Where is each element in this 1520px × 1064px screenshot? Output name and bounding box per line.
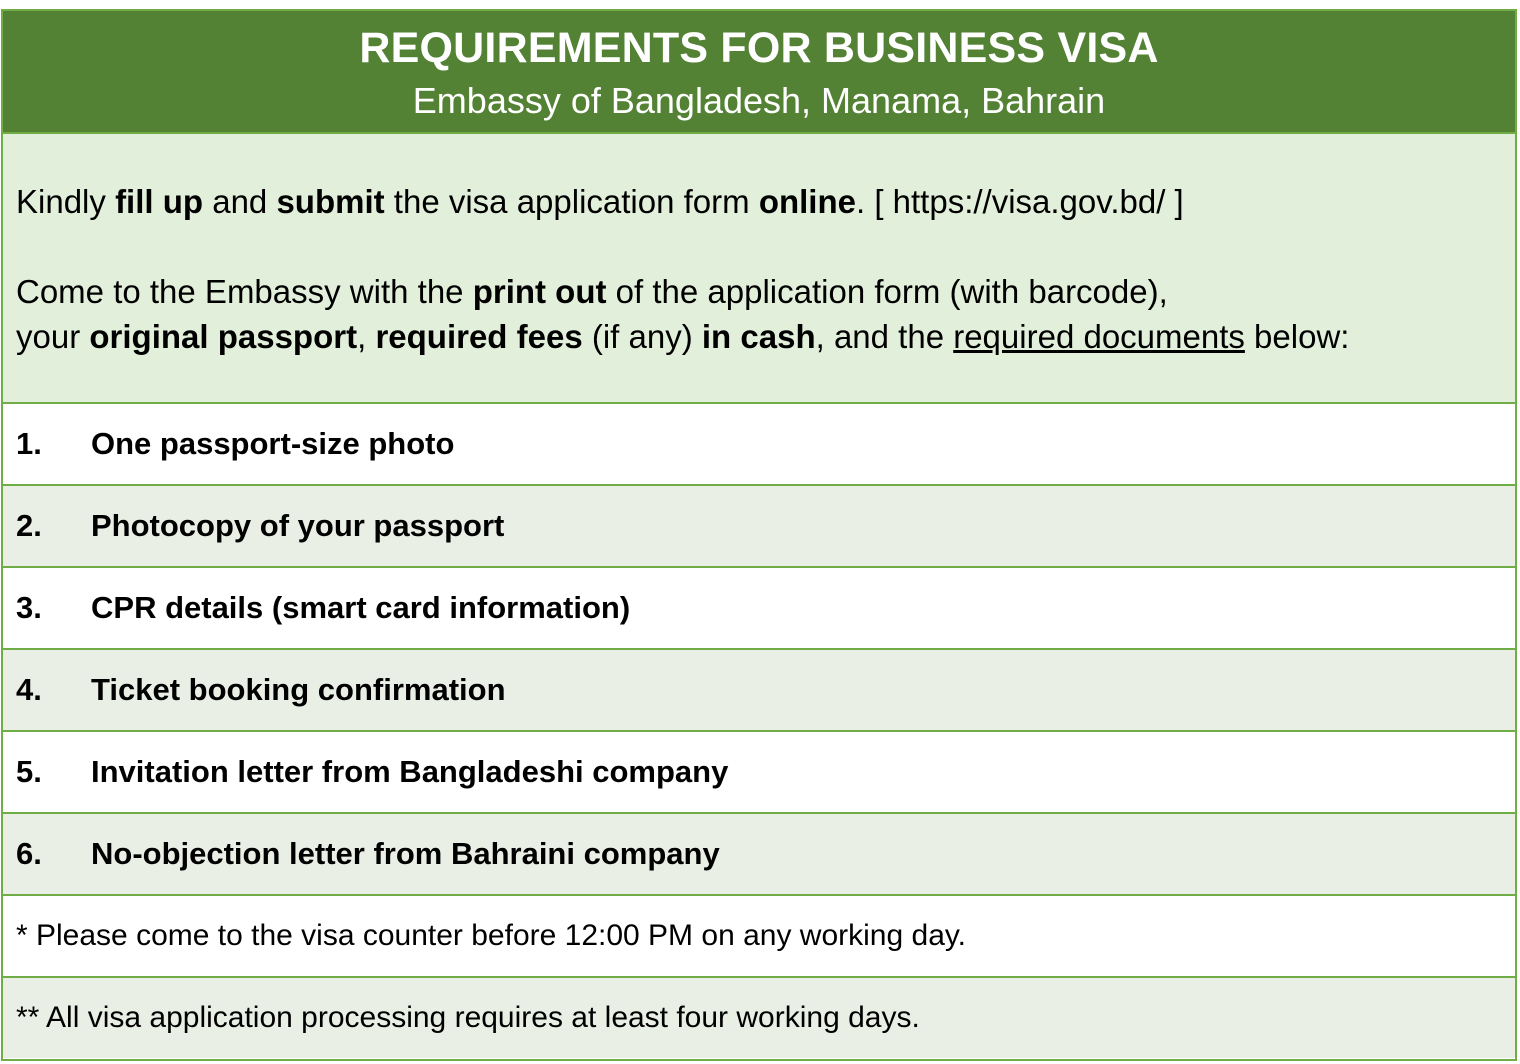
requirement-row <box>3 404 1515 486</box>
intro-emphasis: original passport <box>89 318 358 355</box>
intro-emphasis: submit <box>276 183 385 220</box>
note-counter-hours <box>3 896 1515 978</box>
intro-text: Come to the Embassy with the <box>16 273 473 310</box>
page-title: REQUIREMENTS FOR BUSINESS VISA <box>359 24 1159 72</box>
requirement-text: Invitation letter from Bangladeshi company <box>91 754 729 789</box>
intro-text: of the application form (with barcode), <box>606 273 1168 310</box>
requirement-row <box>3 814 1515 896</box>
required-documents-underlined: required documents <box>953 318 1245 355</box>
intro-emphasis: fill up <box>115 183 204 220</box>
visa-requirements-sheet <box>1 9 1517 1061</box>
intro-text: your <box>16 318 90 355</box>
intro-line-online-form <box>16 182 1184 222</box>
intro-emphasis: online <box>758 183 856 220</box>
requirement-text: Photocopy of your passport <box>91 508 505 543</box>
visa-website-text: . [ https://visa.gov.bd/ ] <box>855 183 1184 220</box>
requirement-row <box>3 650 1515 732</box>
intro-text: and <box>203 183 277 220</box>
note-text: * Please come to the visa counter before 12:00 PM on any working day. <box>16 919 966 952</box>
requirement-text: One passport-size photo <box>91 426 455 461</box>
intro-text: below: <box>1244 318 1350 355</box>
intro-emphasis: in cash <box>701 318 816 355</box>
page-subtitle: Embassy of Bangladesh, Manama, Bahrain <box>412 80 1106 121</box>
intro-text: Kindly <box>16 183 116 220</box>
requirement-text: CPR details (smart card information) <box>91 590 631 625</box>
requirement-number: 6. <box>16 836 42 871</box>
note-text: ** All visa application processing requires at least four working days. <box>16 1001 920 1034</box>
requirement-number: 1. <box>16 426 42 461</box>
intro-emphasis: required fees <box>375 318 583 355</box>
requirement-row <box>3 732 1515 814</box>
requirement-row <box>3 486 1515 568</box>
note-processing-time <box>3 978 1515 1058</box>
intro-text: the visa application form <box>384 183 759 220</box>
requirement-number: 5. <box>16 754 42 789</box>
requirement-text: No-objection letter from Bahraini company <box>91 836 720 871</box>
intro-line-come-to-embassy <box>16 272 1168 312</box>
intro-line-bring-items <box>16 317 1349 357</box>
intro-text: , <box>357 318 376 355</box>
requirement-text: Ticket booking confirmation <box>91 672 506 707</box>
intro-text: , and the <box>815 318 954 355</box>
requirement-number: 2. <box>16 508 42 543</box>
requirement-number: 4. <box>16 672 42 707</box>
requirement-row <box>3 568 1515 650</box>
requirement-number: 3. <box>16 590 42 625</box>
intro-emphasis: print out <box>472 273 607 310</box>
intro-section <box>3 134 1515 404</box>
intro-text: (if any) <box>582 318 702 355</box>
header-banner <box>3 11 1515 134</box>
